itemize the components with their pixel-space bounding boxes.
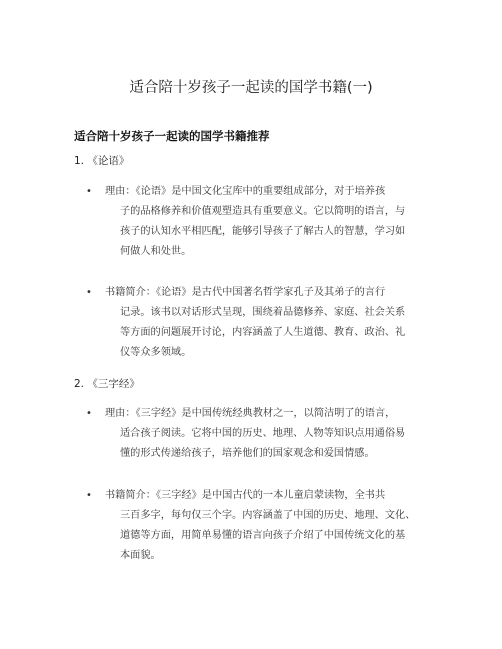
- list-item-line: 仪等众多领域。: [120, 347, 192, 358]
- list-item: [74, 182, 474, 262]
- list-item-line: 本面貌。: [120, 550, 161, 561]
- list-item-line: 子的品格修养和价值观塑造具有重要意义。它以简明的语言，与: [120, 206, 406, 217]
- bullet-icon: •: [86, 287, 92, 298]
- list-item-line: 书籍简介：《论语》是古代中国著名哲学家孔子及其弟子的言行: [105, 287, 386, 298]
- list-item-line: 记录。该书以对话形式呈现，围绕着品德修养、家庭、社会关系: [120, 307, 406, 318]
- list-item-line: 三百多字，每句仅三个字。内容涵盖了中国的历史、地理、文化、: [120, 510, 416, 521]
- list-item-line: 书籍简介：《三字经》是中国古代的一本儿童启蒙读物，全书共: [105, 490, 386, 501]
- book-heading-lunyu: 1. 《论语》: [74, 155, 130, 167]
- document-title: 适合陪十岁孩子一起读的国学书籍(一): [129, 80, 373, 96]
- bullet-icon: •: [86, 490, 92, 501]
- list-item: [74, 283, 474, 363]
- list-item-line: 懂的形式传递给孩子，培养他们的国家观念和爱国情感。: [120, 448, 375, 459]
- list-item-line: 理由：《三字经》是中国传统经典教材之一，以简洁明了的语言，: [105, 408, 396, 419]
- list-item-line: 等方面的问题展开讨论，内容涵盖了人生道德、教育、政治、礼: [120, 327, 406, 338]
- list-item-line: 理由：《论语》是中国文化宝库中的重要组成部分，对于培养孩: [105, 186, 386, 197]
- list-item-line: 道德等方面，用简单易懂的语言向孩子介绍了中国传统文化的基: [120, 530, 406, 541]
- bullet-icon: •: [86, 408, 92, 419]
- list-item-line: 适合孩子阅读。它将中国的历史、地理、人物等知识点用通俗易: [120, 428, 406, 439]
- list-item: [74, 486, 474, 566]
- list-item-line: 孩子的认知水平相匹配，能够引导孩子了解古人的智慧，学习如: [120, 226, 406, 237]
- list-item-line: 何做人和处世。: [120, 246, 192, 257]
- book-heading-sanzijing: 2. 《三字经》: [74, 378, 140, 390]
- section-heading: 适合陪十岁孩子一起读的国学书籍推荐: [74, 129, 270, 143]
- list-item: [74, 404, 474, 464]
- bullet-icon: •: [86, 186, 92, 197]
